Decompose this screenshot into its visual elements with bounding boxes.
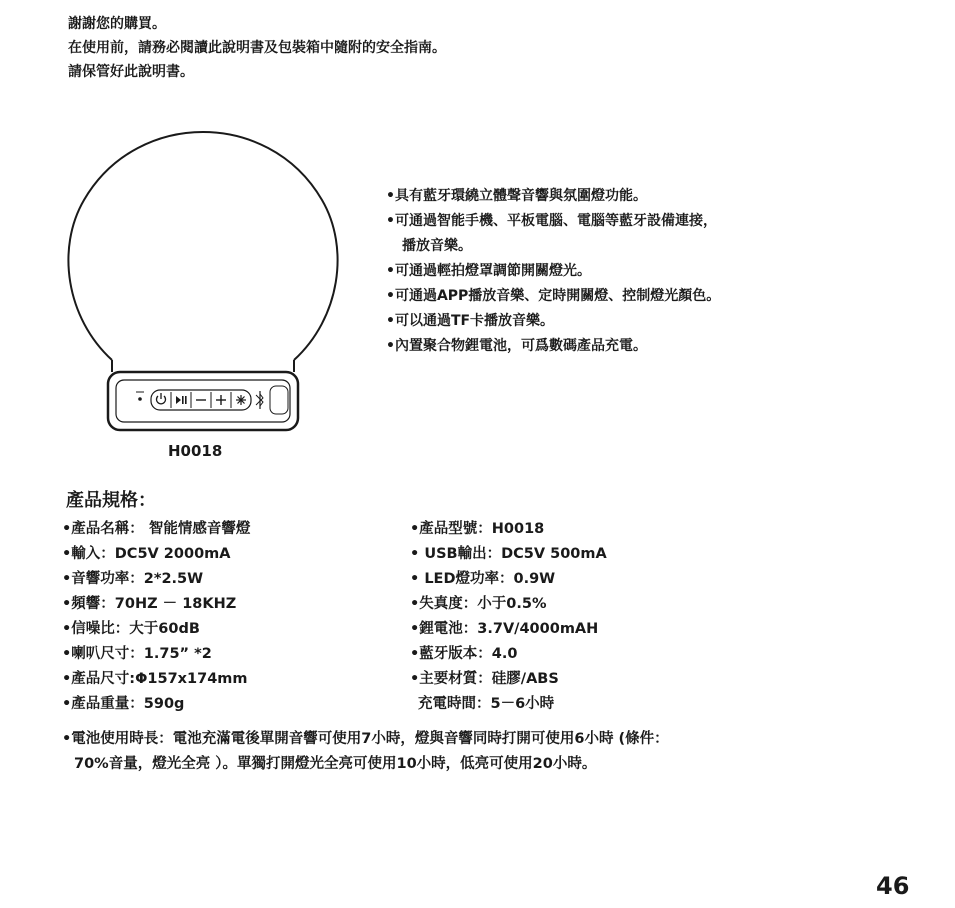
model-label: H0018 [168, 442, 223, 460]
specs-right-column [410, 517, 607, 717]
spec-item: •產品重量：590g [62, 696, 185, 712]
feature-item: •可通過智能手機、平板電腦、電腦等藍牙設備連接， [386, 213, 717, 229]
bluetooth-icon [256, 391, 263, 409]
spec-item: • LED燈功率：0.9W [410, 571, 556, 587]
spec-item: 充電時間：5－6小時 [418, 696, 555, 712]
indicator-icon [136, 392, 144, 401]
battery-life-note [62, 727, 669, 777]
spec-item: • USB輸出：DC5V 500mA [410, 546, 607, 562]
specs-left-column [62, 517, 250, 717]
spec-item: •喇叭尺寸：1.75” *2 [62, 646, 212, 662]
spec-item: •頻響：70HZ － 18KHZ [62, 596, 237, 612]
product-illustration [64, 128, 342, 438]
spec-item: •輸入：DC5V 2000mA [62, 546, 231, 562]
spec-item: •產品型號：H0018 [410, 521, 545, 537]
power-icon [157, 393, 166, 404]
light-icon [236, 395, 246, 405]
spec-item: •主要材質：硅膠/ABS [410, 671, 559, 687]
page-number: 46 [876, 872, 910, 900]
play-pause-icon [176, 396, 187, 404]
battery-line: •電池使用時長：電池充滿電後單開音響可使用7小時，燈與音響同時打開可使用6小時 (條件： [62, 731, 669, 747]
feature-item: •可以通過TF卡播放音樂。 [386, 313, 555, 329]
feature-item: •可通過APP播放音樂、定時開關燈、控制燈光顏色。 [386, 288, 721, 304]
plus-icon [216, 395, 226, 405]
spec-item: •信噪比：大于60dB [62, 621, 200, 637]
intro-text [68, 12, 446, 84]
spec-item: •產品名稱： 智能情感音響燈 [62, 521, 251, 537]
feature-item: •具有藍牙環繞立體聲音響與氛圍燈功能。 [386, 188, 647, 204]
feature-item-continued [386, 234, 720, 259]
feature-list [386, 184, 720, 359]
spec-item: •音響功率：2*2.5W [62, 571, 204, 587]
intro-line: 在使用前，請務必閱讀此說明書及包裝箱中隨附的安全指南。 [68, 40, 446, 56]
specs-heading: 產品規格： [66, 490, 156, 511]
spec-item: •產品尺寸:Φ157x174mm [62, 671, 248, 687]
spec-item: •鋰電池：3.7V/4000mAH [410, 621, 599, 637]
speaker-lamp-drawing [64, 128, 342, 438]
intro-line: 謝謝您的購買。 [68, 16, 166, 32]
spec-item: •失真度：小于0.5% [410, 596, 547, 612]
spec-item: •藍牙版本：4.0 [410, 646, 518, 662]
feature-item: •可通過輕拍燈罩調節開關燈光。 [386, 263, 591, 279]
feature-item: •內置聚合物鋰電池，可爲數碼產品充電。 [386, 338, 647, 354]
battery-line: 70%音量，燈光全亮 ）。單獨打開燈光全亮可使用10小時，低亮可使用20小時。 [74, 756, 597, 772]
feature-item-continued-text: 播放音樂。 [402, 238, 472, 254]
intro-line: 請保管好此說明書。 [68, 64, 194, 80]
